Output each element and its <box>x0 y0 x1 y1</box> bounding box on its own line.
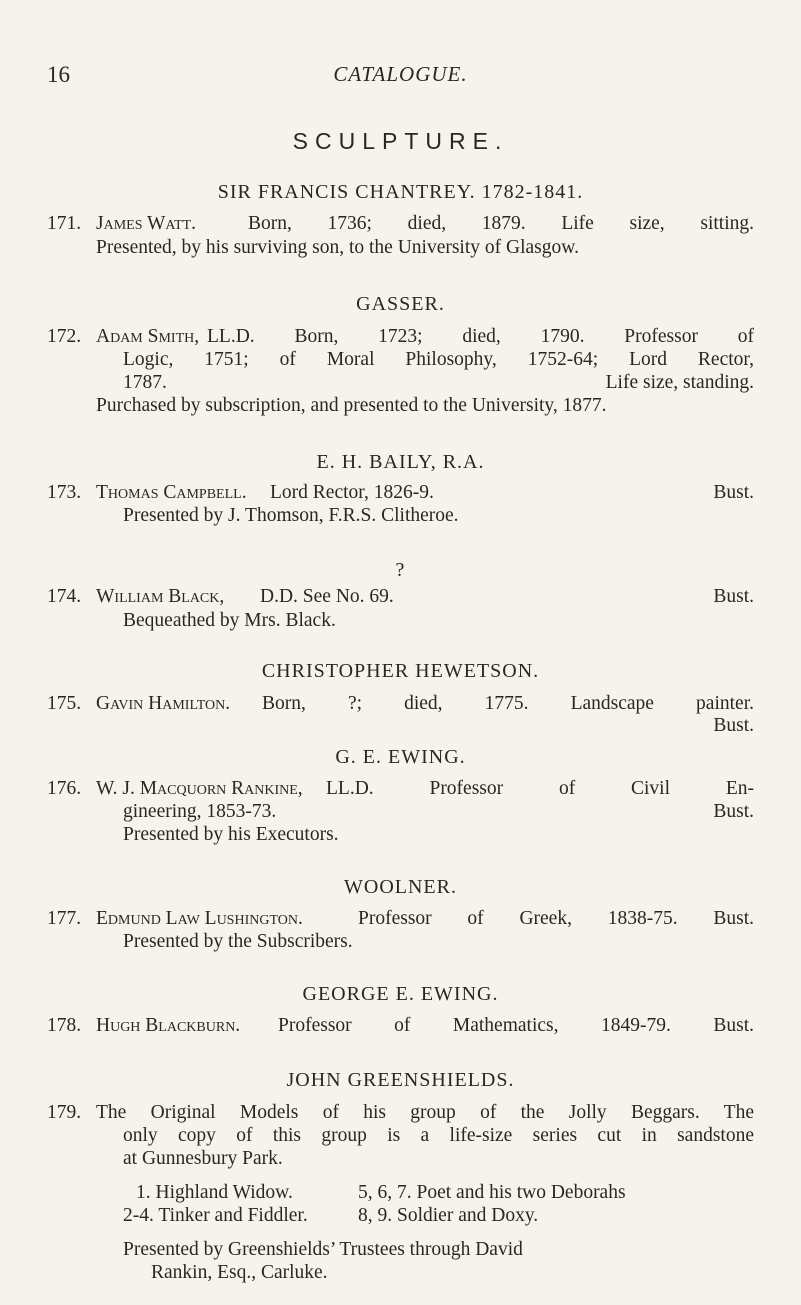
entry-number: 176. <box>47 777 82 799</box>
entry-type: Bust. <box>713 482 754 504</box>
entry-number: 179. <box>47 1101 82 1123</box>
entry-text: Born, ?; died, 1775. Landscape painter. <box>262 693 754 715</box>
group-list-item: 5, 6, 7. Poet and his two Deborahs <box>358 1181 626 1203</box>
entry-text: Born, 1736; died, 1879. Life size, sitting. <box>248 213 754 235</box>
artist-heading: GASSER. <box>356 292 445 315</box>
group-list-item: 8, 9. Soldier and Doxy. <box>358 1205 539 1226</box>
entry-subject: Thomas Campbell. <box>96 482 247 504</box>
entry-type: Bust. <box>713 715 754 737</box>
entry-number: 172. <box>47 325 82 347</box>
entry-text: LL.D. Professor of Civil En- <box>326 777 754 799</box>
entry-subject: Hugh Blackburn. <box>96 1014 241 1036</box>
artist-heading: SIR FRANCIS CHANTREY. 1782-1841. <box>217 181 584 204</box>
artist-heading: JOHN GREENSHIELDS. <box>286 1068 515 1091</box>
entry-number: 173. <box>47 482 82 504</box>
entry-subject: William Black, <box>96 586 225 608</box>
entry-text: gineering, 1853-73. <box>123 800 277 822</box>
entry-number: 177. <box>47 907 82 929</box>
running-title: CATALOGUE. <box>333 62 468 86</box>
artist-heading: WOOLNER. <box>344 875 457 898</box>
entry-text: D.D. See No. 69. <box>260 586 394 608</box>
entry-text: only copy of this group is a life-size series cut in sandstone <box>123 1124 754 1146</box>
entry-text: Professor of Mathematics, 1849-79. Bust. <box>278 1014 754 1036</box>
artist-heading: E. H. BAILY, R.A. <box>316 451 485 473</box>
entry-subject: James Watt. <box>96 213 196 235</box>
page-number: 16 <box>47 62 70 87</box>
entry-text: Bequeathed by Mrs. Black. <box>123 609 336 631</box>
group-list-item: 1. Highland Widow. <box>136 1181 293 1203</box>
entry-number: 174. <box>47 586 82 608</box>
entry-text: LL.D. Born, 1723; died, 1790. Professor of <box>207 325 754 347</box>
entry-number: 175. <box>47 693 82 715</box>
entry-text: at Gunnesbury Park. <box>123 1148 283 1170</box>
entry-number: 171. <box>47 213 82 235</box>
entry-text: Presented by the Subscribers. <box>123 930 353 952</box>
entry-type: Bust. <box>713 586 754 608</box>
entry-text: The Original Models of his group of the Jolly Beggars. The <box>96 1101 754 1123</box>
entry-subject: Gavin Hamilton. <box>96 693 231 715</box>
entry-text: 1787. <box>123 371 167 393</box>
entry-size-note: Life size, standing. <box>605 371 754 393</box>
entry-text: Presented by Greenshields’ Trustees through David <box>123 1238 523 1260</box>
artist-heading: ? <box>395 558 406 581</box>
entry-number: 178. <box>47 1014 82 1036</box>
artist-heading: GEORGE E. EWING. <box>302 983 499 1006</box>
group-list-item: 2-4. Tinker and Fiddler. <box>123 1205 308 1226</box>
artist-heading: CHRISTOPHER HEWETSON. <box>261 660 540 683</box>
entry-text: Lord Rector, 1826-9. <box>270 482 434 504</box>
entry-text: Presented by J. Thomson, F.R.S. Clitheroe. <box>123 505 459 527</box>
entry-text: Professor of Greek, 1838-75. Bust. <box>358 907 754 929</box>
entry-type: Bust. <box>713 800 754 822</box>
section-title: SCULPTURE. <box>292 127 509 154</box>
entry-text: Purchased by subscription, and presented to the University, 1877. <box>96 394 607 416</box>
entry-subject: Edmund Law Lushington. <box>96 907 303 929</box>
entry-text: Presented by his Executors. <box>123 824 339 845</box>
entry-subject: Adam Smith, <box>96 325 200 347</box>
entry-text: Presented, by his surviving son, to the University of Glasgow. <box>96 236 579 258</box>
artist-heading: G. E. EWING. <box>335 745 466 768</box>
entry-text: Rankin, Esq., Carluke. <box>151 1262 328 1283</box>
entry-subject: W. J. Macquorn Rankine, <box>96 777 303 799</box>
entry-text: Logic, 1751; of Moral Philosophy, 1752-64; Lord Rector, <box>123 348 754 370</box>
